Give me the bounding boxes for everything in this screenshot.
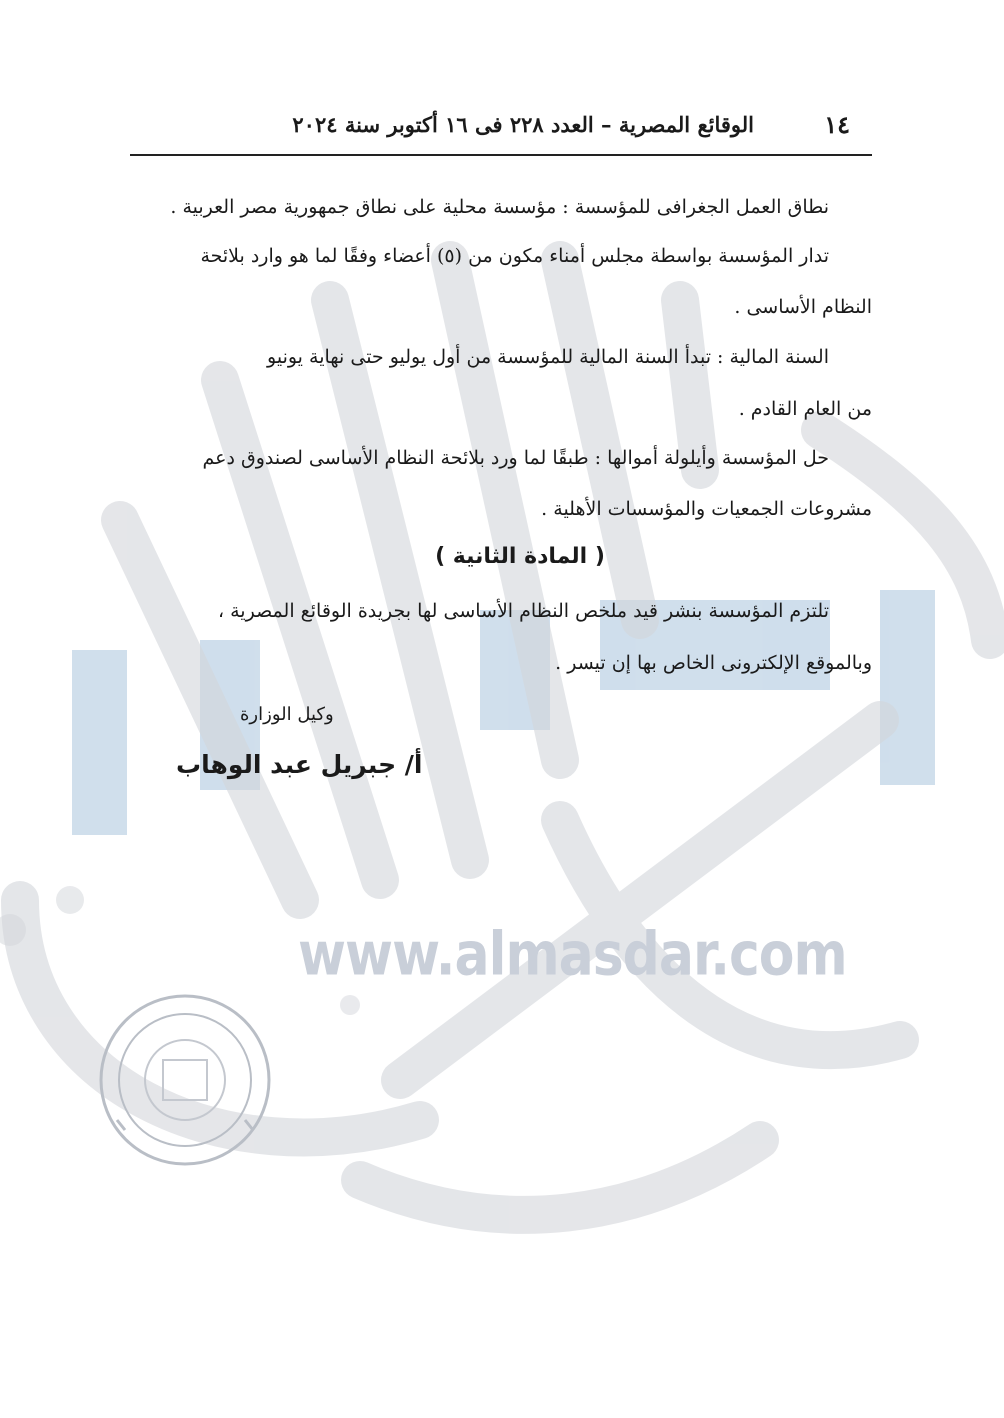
watermark-letter-shape [880,590,935,785]
paragraph-line: تلتزم المؤسسة بنشر قيد ملخص النظام الأساسى لها بجريدة الوقائع المصرية ، [217,600,829,622]
page-header [130,110,872,156]
paragraph-line: حل المؤسسة وأيلولة أموالها : طبقًا لما ورد بلائحة النظام الأساسى لصندوق دعم [202,447,829,469]
paragraph-line: وبالموقع الإلكترونى الخاص بها إن تيسر . [555,652,872,674]
watermark-stroke [680,300,700,470]
paragraph-line: النظام الأساسى . [734,296,872,318]
watermark-dot [340,995,360,1015]
watermark-dot [56,886,84,914]
signatory-title: وكيل الوزارة [240,704,334,725]
page-number: ١٤ [824,110,850,139]
watermark-url: www.almasdar.com [298,920,847,990]
watermark-letter-shape [72,650,127,835]
ministry-seal [95,990,275,1170]
signatory-name: أ/ جبريل عبد الوهاب [176,750,423,779]
paragraph-line: السنة المالية : تبدأ السنة المالية للمؤسسة من أول يوليو حتى نهاية يونيو [267,346,829,368]
gazette-title: الوقائع المصرية – العدد ٢٢٨ فى ١٦ أكتوبر سنة ٢٠٢٤ [292,112,754,137]
article-heading: ( المادة الثانية ) [435,544,605,569]
watermark-stroke [400,720,880,1080]
watermark-stroke [360,1140,760,1215]
paragraph-line: من العام القادم . [738,398,872,420]
paragraph-line: تدار المؤسسة بواسطة مجلس أمناء مكون من (٥) أعضاء وفقًا لما هو وارد بلائحة [200,245,829,267]
paragraph-line: نطاق العمل الجغرافى للمؤسسة : مؤسسة محلية على نطاق جمهورية مصر العربية . [170,196,829,218]
paragraph-line: مشروعات الجمعيات والمؤسسات الأهلية . [541,498,872,520]
